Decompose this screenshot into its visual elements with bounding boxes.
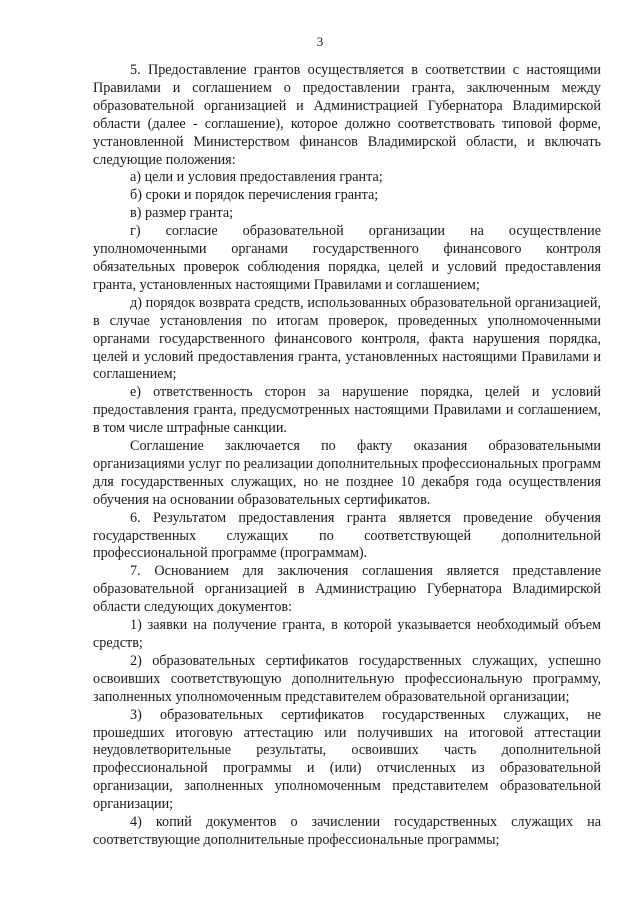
document-body — [93, 62, 601, 850]
page-number: 3 — [316, 34, 324, 49]
paragraph-agreement-terms: Соглашение заключается по факту оказания образовательными организациями услуг по реализации дополнительных профессиональных программ для государственных служащих, но не позднее 10 декабря года осуществления обучения на основании образовательных сертификатов. — [93, 438, 601, 508]
paragraph-item-b: б) сроки и порядок перечисления гранта; — [130, 187, 379, 204]
paragraph-clause-7: 7. Основанием для заключения соглашения является представление образовательной организацией в Администрацию Губернатора Владимирской области следующих документов: — [93, 563, 601, 616]
paragraph-clause-6: 6. Результатом предоставления гранта является проведение обучения государственных служащих по соответствующей дополнительной профессиональной программе (программам). — [93, 509, 601, 562]
paragraph-item-v: в) размер гранта; — [130, 205, 234, 222]
paragraph-doc-4: 4) копий документов о зачислении государственных служащих на соответствующие дополнительные профессиональные программы; — [93, 814, 601, 848]
paragraph-item-d: д) порядок возврата средств, использованных образовательной организацией, в случае установления по итогам проверок, проведенных уполномоченными органами государственного финансового контроля, факта нарушения порядка, целей и условий предоставления гранта, установленных настоящими Правилами и соглашением; — [93, 294, 601, 383]
paragraph-item-e: е) ответственность сторон за нарушение порядка, целей и условий предоставления гранта, предусмотренных настоящими Правилами и соглашением, в том числе штрафные санкции. — [93, 384, 601, 437]
paragraph-item-a: а) цели и условия предоставления гранта; — [130, 169, 383, 186]
paragraph-doc-2: 2) образовательных сертификатов государственных служащих, успешно освоивших соответствующую дополнительную профессиональную программу, заполненных уполномоченным представителем образовательной организации; — [93, 652, 601, 705]
paragraph-item-g: г) согласие образовательной организации на осуществление уполномоченными органами государственного финансового контроля обязательных проверок соблюдения порядка, целей и условий предоставления гранта, установленных настоящими Правилами и соглашением; — [93, 223, 601, 293]
paragraph-doc-1: 1) заявки на получение гранта, в которой указывается необходимый объем средств; — [93, 617, 601, 651]
paragraph-doc-3: 3) образовательных сертификатов государственных служащих, не прошедших итоговую аттестацию или получивших на итоговой аттестации неудовлетворительные результаты, освоивших часть дополнительной профессиональной программы и (или) отчисленных из образовательной организации, заполненных уполномоченным представителем образовательной организации; — [93, 706, 601, 813]
paragraph-clause-5: 5. Предоставление грантов осуществляется в соответствии с настоящими Правилами и соглашением о предоставлении гранта, заключенным между образовательной организацией и Администрацией Губернатора Владимирской области (далее - соглашение), которое должно соответствовать типовой форме, установленной Министерством финансов Владимирской области, и включать следующие положения: — [93, 62, 601, 168]
